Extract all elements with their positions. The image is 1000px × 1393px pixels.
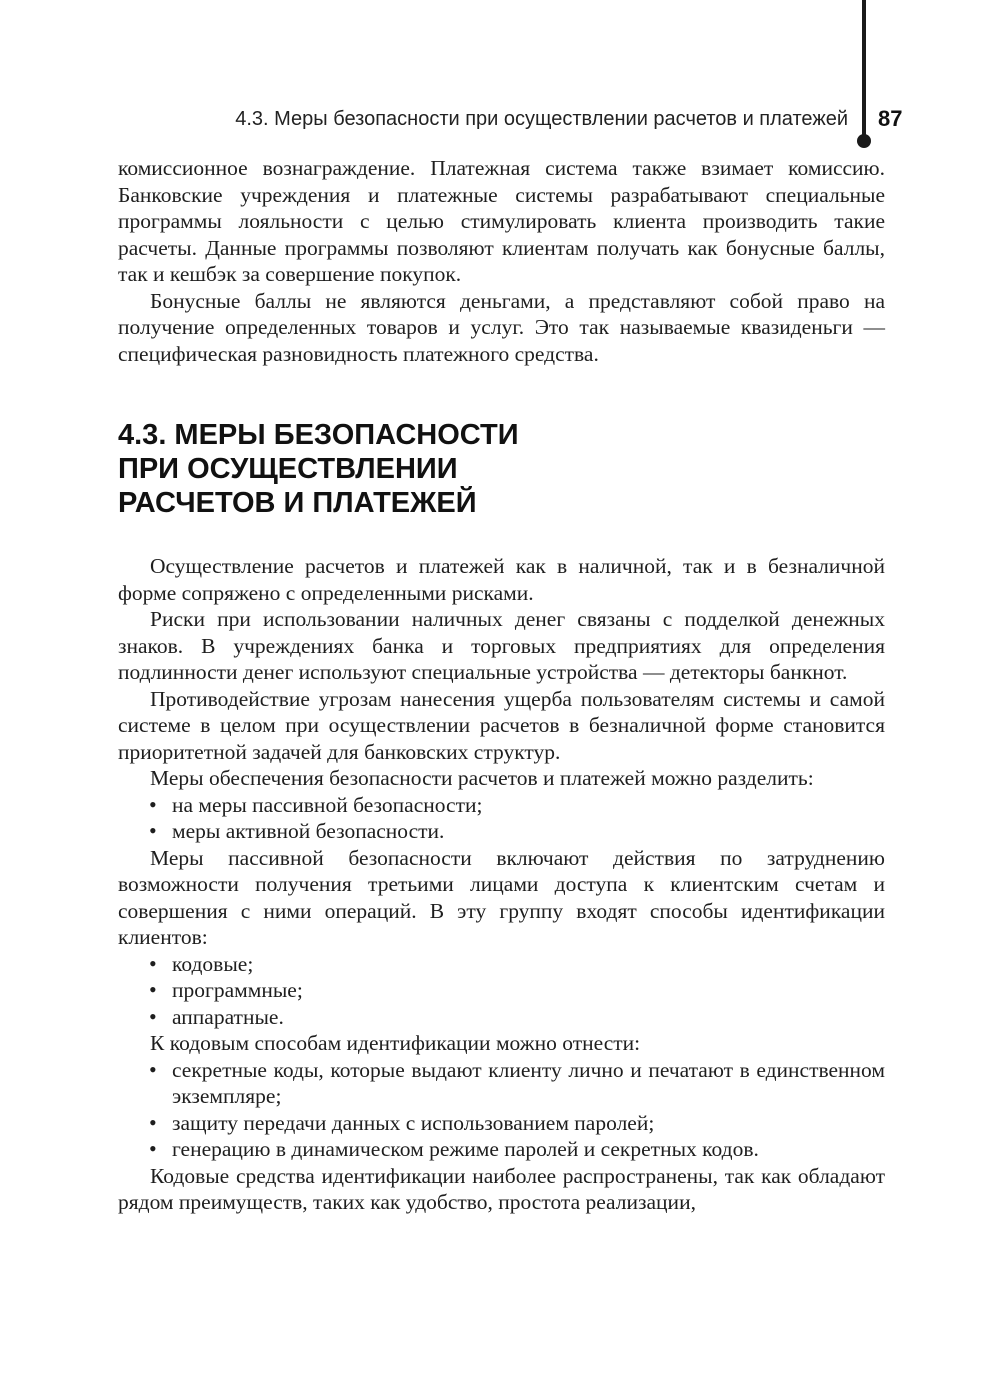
header-rule-dot <box>857 134 871 148</box>
page-number: 87 <box>878 106 903 131</box>
body-paragraph-1: Осуществление расчетов и платежей как в наличной, так и в безналичной форме сопряжено с определенными рисками. <box>118 554 885 605</box>
intro-paragraph-2: Бонусные баллы не являются деньгами, а представляют собой право на получение определенных товаров и услуг. Это так называемые квазиденьги — специфическая разновидность платежного средства. <box>118 288 885 366</box>
list-item: • защиту передачи данных с использованием паролей; <box>118 1110 885 1137</box>
section-heading <box>118 418 885 520</box>
code-methods-list <box>118 1057 885 1163</box>
list-item: • кодовые; <box>118 951 885 978</box>
section-heading-line-2: ПРИ ОСУЩЕСТВЛЕНИИ <box>118 453 458 485</box>
section-heading-line-1: 4.3. МЕРЫ БЕЗОПАСНОСТИ <box>118 419 519 451</box>
list-item: • секретные коды, которые выдают клиенту лично и печатают в единственном экземпляре; <box>118 1057 885 1110</box>
header-vertical-rule <box>862 0 866 138</box>
code-methods-intro: К кодовым способам идентификации можно отнести: <box>150 1031 641 1055</box>
list-item: • меры активной безопасности. <box>118 818 885 845</box>
running-head-title: 4.3. Меры безопасности при осуществлении расчетов и платежей <box>235 108 848 130</box>
passive-security-paragraph: Меры пассивной безопасности включают действия по затруднению возможности получения третьими лицами доступа к клиентским счетам и совершения с ними операций. В эту группу входят способы идентификации клиентов: <box>118 845 885 949</box>
intro-paragraph-1: комиссионное вознаграждение. Платежная система также взимает комиссию. Банковские учреждения и платежные системы разрабатывают специальные программы лояльности с целью стимулировать клиента производить такие расчеты. Данные программы позволяют клиентам получать как бонусные баллы, так и кешбэк за совершение покупок. <box>118 156 885 286</box>
list-item: • генерацию в динамическом режиме паролей и секретных кодов. <box>118 1136 885 1163</box>
list-item: • программные; <box>118 977 885 1004</box>
body-paragraph-2: Риски при использовании наличных денег связаны с подделкой денежных знаков. В учреждениях банка и торговых предприятиях для определения подлинности денег используют специальные устройства — детекторы банкнот. <box>118 607 885 684</box>
closing-paragraph: Кодовые средства идентификации наиболее распространены, так как обладают рядом преимуществ, таких как удобство, простота реализации, <box>118 1163 885 1214</box>
list-item: • аппаратные. <box>118 1004 885 1031</box>
body-paragraph-4: Меры обеспечения безопасности расчетов и платежей можно разделить: <box>150 766 814 790</box>
section-heading-line-3: РАСЧЕТОВ И ПЛАТЕЖЕЙ <box>118 487 477 519</box>
list-item: • на меры пассивной безопасности; <box>118 792 885 819</box>
identification-methods-list <box>118 951 885 1031</box>
page-content <box>118 155 885 1216</box>
body-paragraph-3: Противодействие угрозам нанесения ущерба пользователям системы и самой системе в целом при осуществлении расчетов в безналичной форме становится приоритетной задачей для банковских структур. <box>118 686 885 764</box>
security-types-list <box>118 792 885 845</box>
